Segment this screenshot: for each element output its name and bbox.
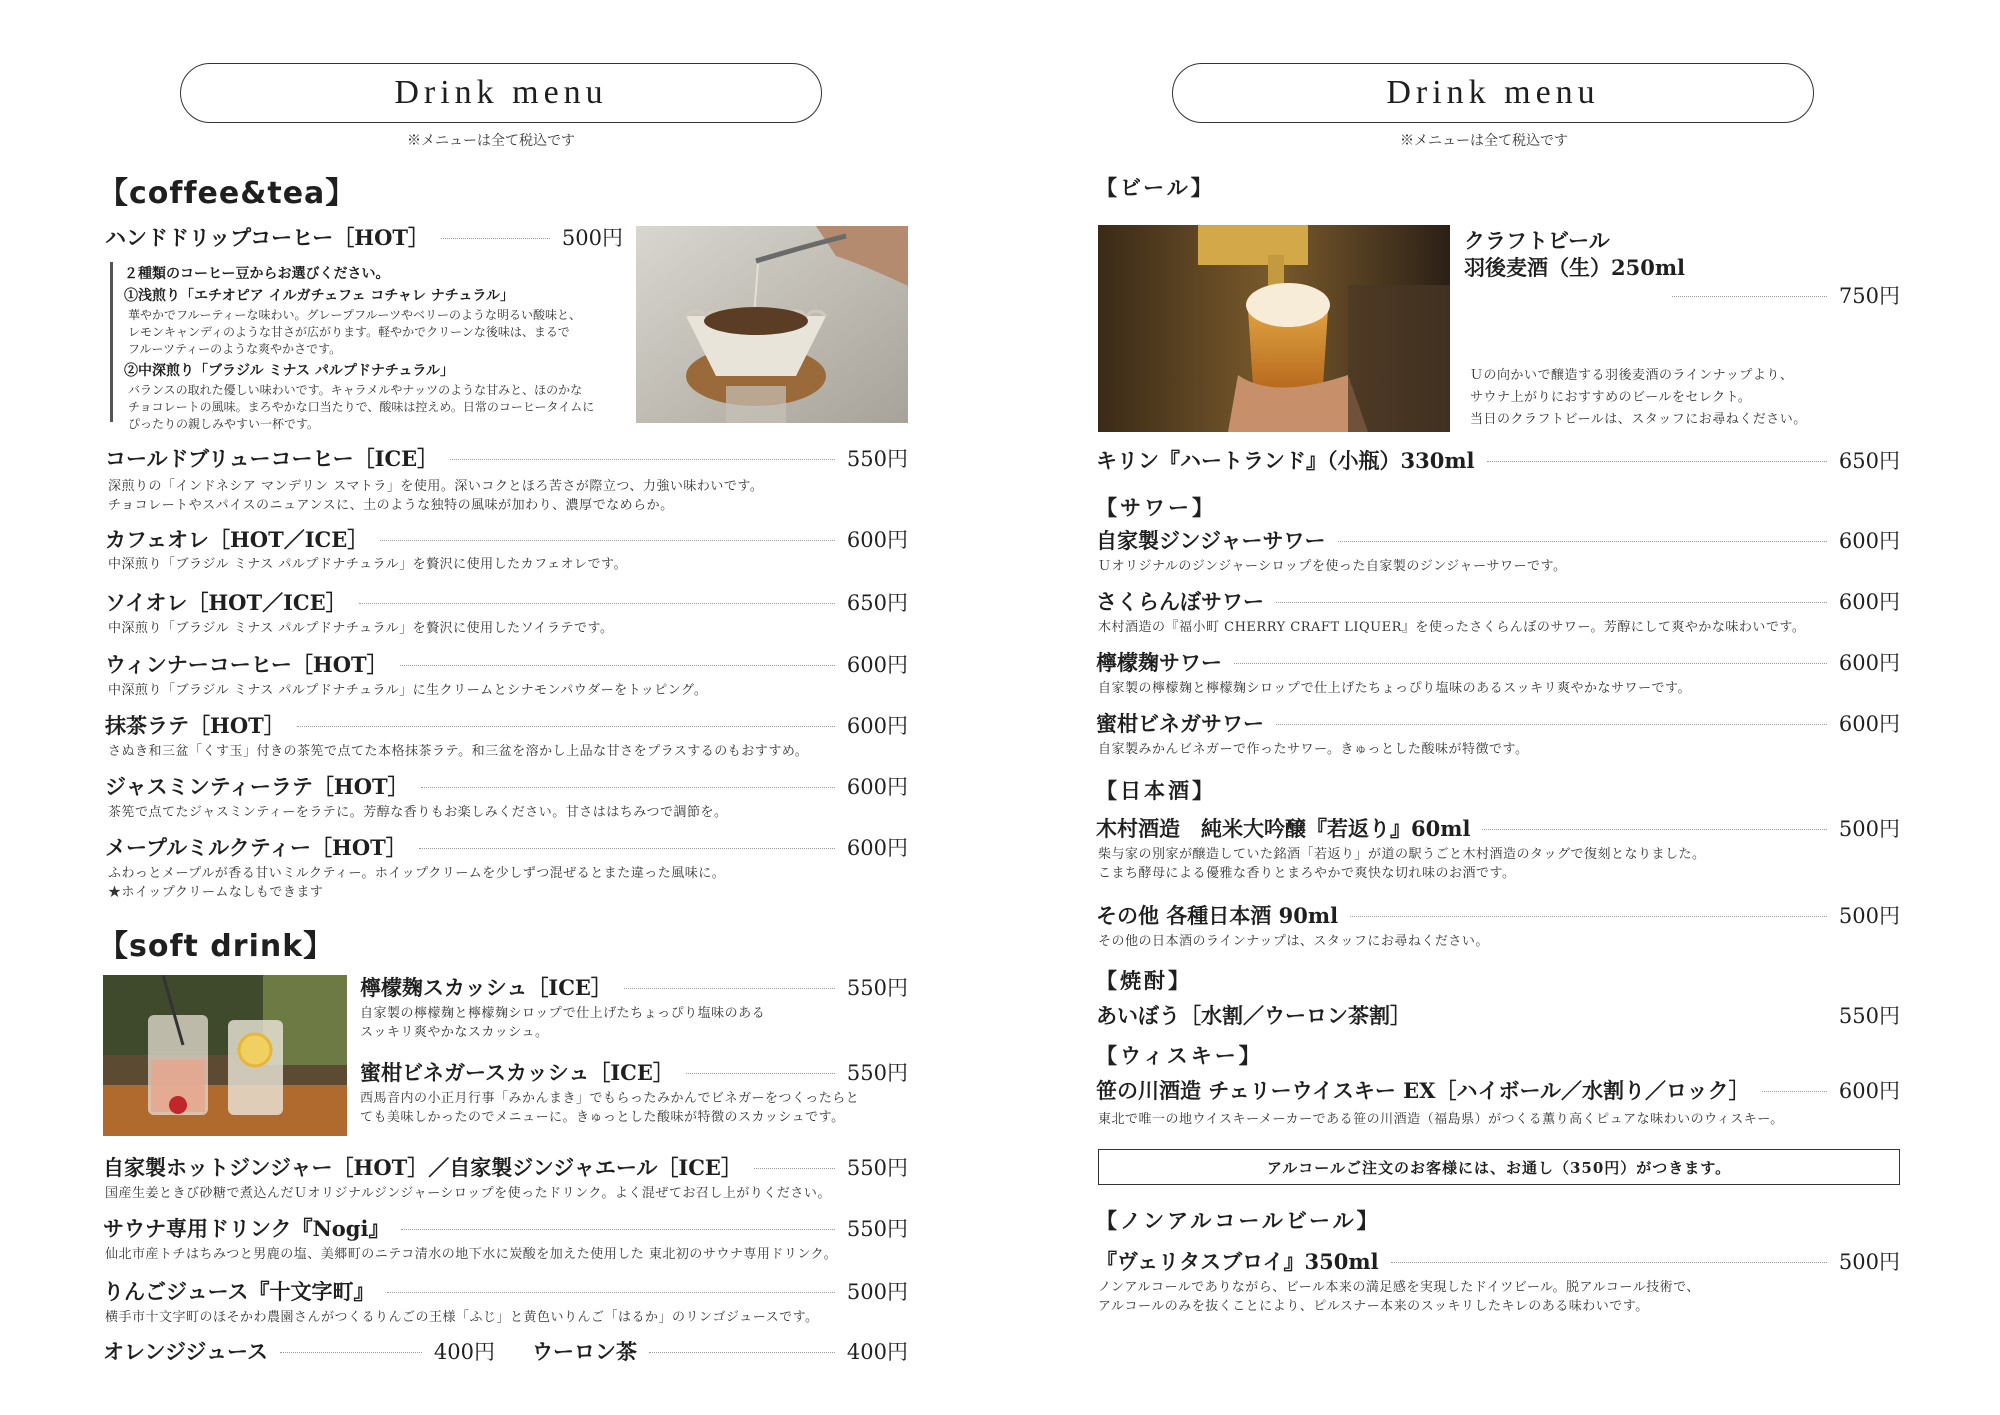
item-name: メープルミルクティー［HOT］ — [105, 835, 407, 860]
dot-leader — [1487, 461, 1827, 462]
item-desc: 茶筅で点てたジャスミンティーをラテに。芳醇な香りもお楽しみください。甘さははちみつで調節を。 — [108, 805, 728, 820]
dot-leader — [1672, 296, 1827, 297]
menu-item-mikan-sour — [1096, 708, 1900, 738]
menu-item-oolong-tea — [532, 1336, 908, 1366]
menu-item-cherry-sour — [1096, 586, 1900, 616]
menu-item-ginger — [103, 1152, 908, 1182]
item-name: 抹茶ラテ［HOT］ — [105, 713, 285, 738]
menu-item-lemon-squash — [360, 972, 908, 1002]
section-whisky: 【ウィスキー】 — [1096, 1043, 1263, 1068]
item-name: サウナ専用ドリンク『Nogi』 — [103, 1216, 390, 1241]
item-name: ジャスミンティーラテ［HOT］ — [105, 774, 409, 799]
item-name: 自家製ホットジンジャー［HOT］／自家製ジンジャエール［ICE］ — [103, 1155, 742, 1180]
menu-item-hand-drip — [105, 222, 623, 252]
dot-leader — [297, 726, 835, 727]
dot-leader — [1350, 916, 1827, 917]
item-desc: 中深煎り「ブラジル ミナス パルプドナチュラル」に生クリームとシナモンパウダーをトッピング。 — [108, 683, 708, 698]
item-desc: 仙北市産トチはちみつと男鹿の塩、美郷町のニテコ清水の地下水に炭酸を加えた使用した 東北初のサウナ専用ドリンク。 — [105, 1247, 838, 1262]
menu-item-other-sake — [1096, 900, 1900, 930]
item-price: 550円 — [846, 1061, 908, 1085]
bean1-desc: 華やかでフルーティーな味わい。グレープフルーツやベリーのような明るい酸味と、 レモンキャンディのような甘さが広がります。軽やかでクリーンな後味は、まるで フルーツティーのような爽やかさです。 — [128, 308, 582, 356]
item-price: 650円 — [846, 591, 908, 615]
item-price: 600円 — [846, 714, 908, 738]
dot-leader — [1762, 1091, 1827, 1092]
tax-note: ※メニューは全て税込です — [1400, 133, 1568, 149]
dot-leader — [686, 1073, 835, 1074]
item-price: 600円 — [1838, 651, 1900, 675]
dot-leader — [401, 1229, 834, 1230]
menu-item-ginger-sour — [1096, 525, 1900, 555]
menu-item-apple-juice — [103, 1276, 908, 1306]
item-name: 蜜柑ビネガースカッシュ［ICE］ — [360, 1060, 674, 1085]
menu-item-soy-latte — [105, 587, 908, 617]
item-price: 400円 — [433, 1340, 495, 1364]
item-desc: Ｕオリジナルのジンジャーシロップを使った自家製のジンジャーサワーです。 — [1098, 559, 1567, 574]
dot-leader — [754, 1168, 835, 1169]
menu-item-matcha-latte — [105, 710, 908, 740]
menu-item-mikan-squash — [360, 1057, 908, 1087]
menu-item-jasmine-latte — [105, 771, 908, 801]
item-price: 500円 — [561, 226, 623, 250]
menu-item-wakagaeri — [1096, 813, 1900, 843]
item-desc: 木村酒造の『福小町 CHERRY CRAFT LIQUER』を使ったさくらんぼのサワー。芳醇にして爽やかな味わいです。 — [1098, 620, 1806, 635]
item-price: 600円 — [846, 653, 908, 677]
item-desc: 横手市十文字町のほそかわ農園さんがつくるりんごの王様「ふじ」と黄色いりんご「はるか」のリンゴジュースです。 — [105, 1310, 819, 1325]
menu-item-aibou — [1096, 1000, 1900, 1030]
beer-photo — [1098, 225, 1450, 432]
item-desc: 柴与家の別家が醸造していた銘酒「若返り」が道の駅うごと木村酒造のタッグで復刻となりました。 こまち酵母による優雅な香りとまろやかで爽快な切れ味のお酒です。 — [1098, 847, 1706, 881]
dot-leader — [387, 1292, 835, 1293]
item-price: 550円 — [846, 1156, 908, 1180]
alcohol-notice: アルコールご注文のお客様には、お通し（350円）がつきます。 — [1098, 1149, 1900, 1185]
craft-beer-desc: Ｕの向かいで醸造する羽後麦酒のラインナップより、 サウナ上がりにおすすめのビールをセレクト。 当日のクラフトビールは、スタッフにお尋ねください。 — [1470, 368, 1807, 427]
hand-drip-photo — [636, 226, 908, 423]
item-name: ソイオレ［HOT／ICE］ — [105, 590, 347, 615]
menu-item-nogi — [103, 1213, 908, 1243]
item-name: りんごジュース『十文字町』 — [103, 1279, 375, 1304]
item-price: 600円 — [1838, 712, 1900, 736]
item-desc: 自家製みかんビネガーで作ったサワー。きゅっとした酸味が特徴です。 — [1098, 742, 1529, 757]
menu-item-veritas — [1096, 1246, 1900, 1276]
item-name: 自家製ジンジャーサワー — [1096, 528, 1326, 553]
item-price: 600円 — [846, 775, 908, 799]
dot-leader — [1338, 541, 1827, 542]
item-name: 笹の川酒造 チェリーウイスキー EX［ハイボール／水割り／ロック］ — [1096, 1078, 1750, 1103]
item-price: 500円 — [1838, 1250, 1900, 1274]
item-price: 600円 — [1838, 1079, 1900, 1103]
dot-leader — [280, 1352, 422, 1353]
dot-leader — [441, 238, 550, 239]
menu-item-cold-brew — [105, 443, 908, 473]
item-name: キリン『ハートランド』（小瓶）330ml — [1096, 448, 1475, 473]
item-name: カフェオレ［HOT／ICE］ — [105, 527, 369, 552]
section-sour: 【サワー】 — [1096, 495, 1216, 520]
item-name: 『ヴェリタスブロイ』350ml — [1096, 1249, 1379, 1274]
item-name: あいぼう［水割／ウーロン茶割］ — [1096, 1003, 1411, 1028]
item-desc: その他の日本酒のラインナップは、スタッフにお尋ねください。 — [1098, 934, 1489, 949]
bean-choice-text: ２種類のコーヒー豆からお選びください。 — [124, 266, 390, 282]
item-price: 500円 — [846, 1280, 908, 1304]
section-sake: 【日本酒】 — [1096, 778, 1216, 803]
craft-beer-line1: クラフトビール — [1464, 228, 1610, 253]
item-desc: 国産生姜ときび砂糖で煮込んだＵオリジナルジンジャーシロップを使ったドリンク。よく混ぜてお召し上がりください。 — [105, 1186, 831, 1201]
craft-beer-price-row — [1660, 280, 1900, 310]
dot-leader — [1482, 829, 1826, 830]
item-price: 600円 — [846, 528, 908, 552]
item-name: さくらんぼサワー — [1096, 589, 1264, 614]
item-price: 600円 — [1838, 590, 1900, 614]
dot-leader — [1276, 724, 1827, 725]
item-price: 600円 — [1838, 529, 1900, 553]
dot-leader — [649, 1352, 835, 1353]
item-desc: 西馬音内の小正月行事「みかんまき」でもらったみかんでビネガーをつくったらと ても美味しかったのでメニューに。きゅっとした酸味が特徴のスカッシュです。 — [360, 1091, 860, 1125]
item-desc: 自家製の檸檬麹と檸檬麹シロップで仕上げたちょっぴり塩味のあるスッキリ爽やかなサワーです。 — [1098, 681, 1691, 696]
accent-bar — [110, 262, 113, 422]
item-name: 蜜柑ビネガサワー — [1096, 711, 1264, 736]
page-title: Drink menu — [180, 63, 822, 123]
item-price: 550円 — [1838, 1004, 1900, 1028]
dot-leader — [380, 540, 835, 541]
item-price: 550円 — [846, 1217, 908, 1241]
tax-note: ※メニューは全て税込です — [407, 133, 575, 149]
dot-leader — [419, 848, 835, 849]
item-desc: 深煎りの「インドネシア マンデリン スマトラ」を使用。深いコクとほろ苦さが際立つ、力強い味わいです。 チョコレートやスパイスのニュアンスに、土のような独特の風味が加わり、濃厚でなめらか。 — [108, 479, 764, 513]
dot-leader — [1423, 1016, 1827, 1017]
item-name: ハンドドリップコーヒー［HOT］ — [105, 225, 430, 250]
dot-leader — [624, 988, 835, 989]
item-desc: ノンアルコールでありながら、ビール本来の満足感を実現したドイツビール。脱アルコール技術で、 アルコールのみを抜くことにより、ピルスナー本来のスッキリしたキレのある味わいです。 — [1098, 1280, 1700, 1314]
bean2-title: ②中深煎り「ブラジル ミナス パルプドナチュラル」 — [124, 363, 454, 379]
item-desc: 中深煎り「ブラジル ミナス パルプドナチュラル」を贅沢に使用したカフェオレです。 — [108, 557, 627, 572]
section-coffee-tea: 【coffee&tea】 — [98, 176, 357, 211]
soft-drink-photo — [103, 975, 347, 1136]
menu-item-vienna-coffee — [105, 649, 908, 679]
dot-leader — [421, 787, 835, 788]
item-price: 500円 — [1838, 817, 1900, 841]
item-price: 500円 — [1838, 904, 1900, 928]
section-shochu: 【焼酎】 — [1096, 968, 1192, 993]
dot-leader — [450, 459, 835, 460]
dot-leader — [1276, 602, 1827, 603]
section-beer: 【ビール】 — [1096, 175, 1215, 200]
item-price: 550円 — [846, 447, 908, 471]
dot-leader — [359, 603, 835, 604]
menu-item-kirin — [1096, 445, 1900, 475]
menu-item-maple-milk-tea — [105, 832, 908, 862]
item-desc: 中深煎り「ブラジル ミナス パルプドナチュラル」を贅沢に使用したソイラテです。 — [108, 621, 614, 636]
menu-item-lemon-sour — [1096, 647, 1900, 677]
dot-leader — [1234, 663, 1827, 664]
section-soft-drink: 【soft drink】 — [98, 929, 335, 964]
item-desc: 東北で唯一の地ウイスキーメーカーである笹の川酒造（福島県）がつくる薫り高くピュアな味わいのウィスキー。 — [1098, 1112, 1784, 1127]
item-name: その他 各種日本酒 90ml — [1096, 903, 1339, 928]
menu-item-cherry-whisky — [1096, 1075, 1900, 1105]
item-desc: さぬき和三盆「くす玉」付きの茶筅で点てた本格抹茶ラテ。和三盆を溶かし上品な甘さをプラスするのもおすすめ。 — [108, 744, 809, 759]
item-name: 檸檬麹サワー — [1096, 650, 1222, 675]
item-name: 木村酒造 純米大吟醸『若返り』60ml — [1096, 816, 1471, 841]
page-title: Drink menu — [1172, 63, 1814, 123]
item-price: 600円 — [846, 836, 908, 860]
item-name: オレンジジュース — [103, 1339, 268, 1364]
item-price: 650円 — [1838, 449, 1900, 473]
item-name: 檸檬麹スカッシュ［ICE］ — [360, 975, 612, 1000]
item-price: 400円 — [846, 1340, 908, 1364]
menu-item-orange-juice — [103, 1336, 495, 1366]
item-name: コールドブリューコーヒー［ICE］ — [105, 446, 439, 471]
dot-leader — [1391, 1262, 1827, 1263]
item-name: ウーロン茶 — [532, 1339, 637, 1364]
menu-item-cafe-au-lait — [105, 524, 908, 554]
item-name: ウィンナーコーヒー［HOT］ — [105, 652, 388, 677]
item-price: 550円 — [846, 976, 908, 1000]
item-desc: 自家製の檸檬麹と檸檬麹シロップで仕上げたちょっぴり塩味のある スッキリ爽やかなスカッシュ。 — [360, 1006, 766, 1040]
craft-beer-line2: 羽後麦酒（生）250ml — [1464, 255, 1686, 280]
item-desc: ふわっとメープルが香る甘いミルクティー。ホイップクリームを少しずつ混ぜるとまた違った風味に。 ★ホイップクリームなしもできます — [108, 866, 726, 900]
bean1-title: ①浅煎り「エチオピア イルガチェフェ コチャレ ナチュラル」 — [124, 288, 514, 304]
dot-leader — [400, 665, 835, 666]
bean2-desc: バランスの取れた優しい味わいです。キャラメルやナッツのような甘みと、ほのかな チョコレートの風味。まろやかな口当たりで、酸味は控えめ。日常のコーヒータイムに ぴったりの親しみやすい一杯です。 — [128, 383, 595, 431]
section-non-alcohol-beer: 【ノンアルコールビール】 — [1096, 1208, 1381, 1233]
item-price: 750円 — [1838, 284, 1900, 308]
